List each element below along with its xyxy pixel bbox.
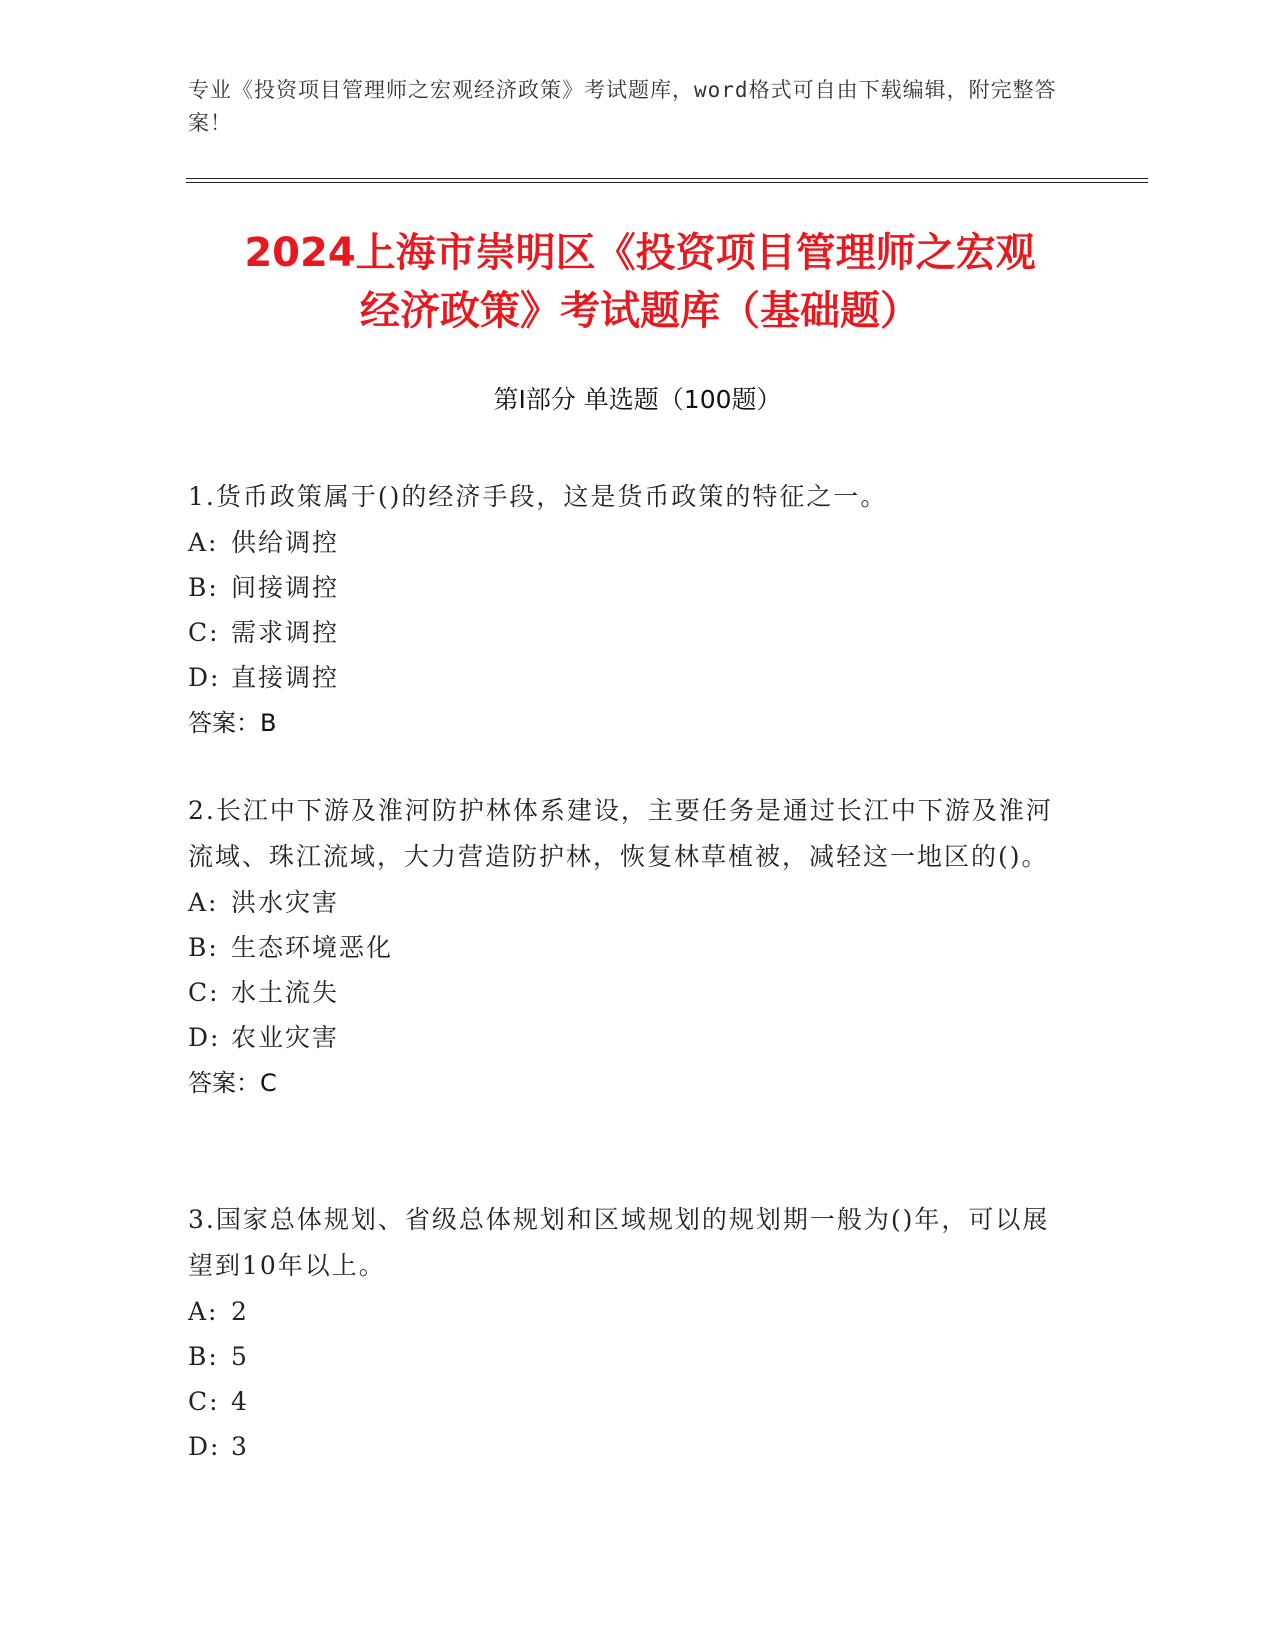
option-a xyxy=(188,1289,1068,1334)
option-text: 5 xyxy=(231,1342,249,1371)
header-note: 专业《投资项目管理师之宏观经济政策》考试题库，word格式可自由下载编辑，附完整答案！ xyxy=(188,78,1057,135)
option-text: 水土流失 xyxy=(231,978,340,1007)
option-b xyxy=(188,565,1068,610)
document-title-line-2: 经济政策》考试题库（基础题） xyxy=(360,288,920,334)
section-heading: 第I部分 单选题（100题） xyxy=(493,385,782,414)
option-key: D: xyxy=(188,1023,221,1052)
option-d xyxy=(188,655,1068,700)
option-d xyxy=(188,1015,1068,1060)
answer: 答案：B xyxy=(188,709,277,737)
answer: 答案：C xyxy=(188,1069,277,1097)
header-divider-bottom xyxy=(186,182,1148,183)
option-b xyxy=(188,925,1068,970)
option-key: A: xyxy=(188,1297,219,1326)
option-text: 间接调控 xyxy=(231,573,340,602)
option-key: D: xyxy=(188,1432,221,1461)
option-key: B: xyxy=(188,1342,219,1371)
option-text: 供给调控 xyxy=(231,528,340,557)
option-key: C: xyxy=(188,1387,220,1416)
option-key: A: xyxy=(188,888,219,917)
option-c xyxy=(188,970,1068,1015)
question-stem: 1.货币政策属于()的经济手段，这是货币政策的特征之一。 xyxy=(188,482,888,511)
option-c xyxy=(188,1379,1068,1424)
question-stem: 3.国家总体规划、省级总体规划和区域规划的规划期一般为()年，可以展望到10年以上。 xyxy=(188,1205,1050,1280)
option-text: 需求调控 xyxy=(231,618,340,647)
option-key: A: xyxy=(188,528,219,557)
option-key: C: xyxy=(188,978,220,1007)
header-divider-top xyxy=(186,178,1148,179)
option-a xyxy=(188,520,1068,565)
option-text: 洪水灾害 xyxy=(231,888,340,917)
option-key: B: xyxy=(188,933,219,962)
option-c xyxy=(188,610,1068,655)
option-text: 直接调控 xyxy=(231,663,340,692)
option-d xyxy=(188,1424,1068,1469)
option-text: 4 xyxy=(231,1387,249,1416)
question-stem: 2.长江中下游及淮河防护林体系建设，主要任务是通过长江中下游及淮河流域、珠江流域，大力营造防护林，恢复林草植被，减轻这一地区的()。 xyxy=(188,796,1053,871)
option-b xyxy=(188,1334,1068,1379)
question-3 xyxy=(188,1197,1068,1469)
option-key: B: xyxy=(188,573,219,602)
option-text: 农业灾害 xyxy=(231,1023,340,1052)
option-text: 2 xyxy=(231,1297,249,1326)
document-title-line-1: 2024上海市崇明区《投资项目管理师之宏观 xyxy=(244,230,1036,276)
question-1 xyxy=(188,474,1068,746)
document-title xyxy=(140,224,1140,340)
option-text: 生态环境恶化 xyxy=(231,933,394,962)
option-a xyxy=(188,880,1068,925)
option-key: D: xyxy=(188,663,221,692)
question-2 xyxy=(188,788,1068,1106)
option-text: 3 xyxy=(231,1432,249,1461)
option-key: C: xyxy=(188,618,220,647)
